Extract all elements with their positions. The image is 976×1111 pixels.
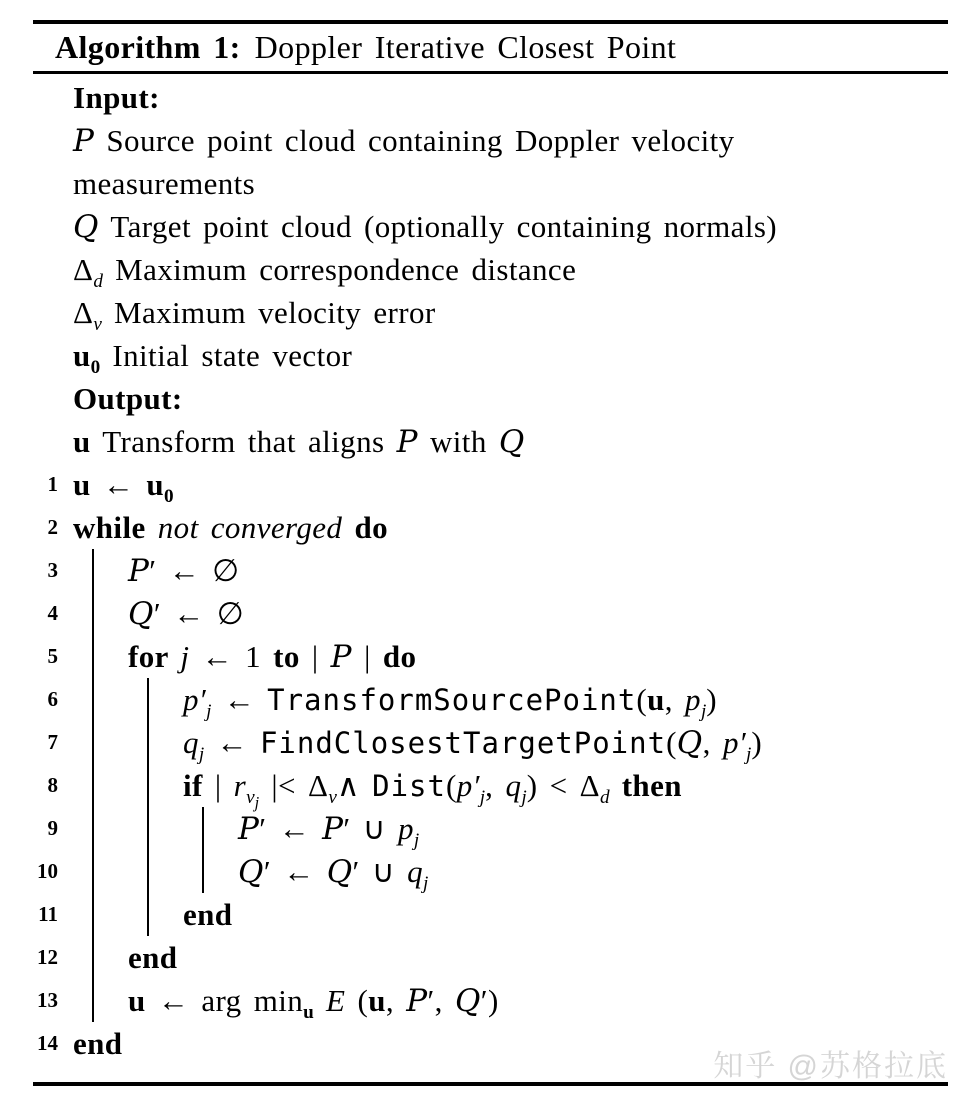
algo-line-3 [47, 549, 976, 592]
math-segment: $q_j$ [505, 768, 527, 809]
math-segment: $p'_j$ [722, 725, 752, 766]
math-segment: $p_j$ [398, 811, 420, 852]
math-segment: ) [751, 725, 763, 760]
math-segment: for [128, 639, 181, 674]
line-number: 12 [37, 945, 58, 969]
math-segment: $\Delta_v$ [308, 768, 337, 809]
math-segment: $p'_j$ [183, 682, 212, 723]
subscript: j [746, 744, 752, 766]
algo-declaration-line [73, 205, 976, 248]
math-segment: ) [706, 682, 718, 717]
algorithm-block [37, 549, 976, 1024]
math-segment: Initial state vector [100, 338, 353, 373]
algorithm-body [0, 74, 976, 1065]
math-segment: , [485, 768, 506, 803]
algorithm-header [0, 24, 976, 71]
math-segment: P [396, 424, 418, 460]
math-segment: E [326, 983, 358, 1018]
math-segment: ) < [526, 768, 580, 803]
math-segment: Q [73, 209, 99, 245]
math-segment: ( [357, 983, 369, 1018]
math-segment: Maximum correspondence distance [102, 252, 577, 287]
subscript: j [521, 787, 527, 809]
math-segment: P [330, 639, 352, 675]
math-segment: do [354, 510, 388, 545]
algo-line-9 [47, 807, 976, 852]
subscript: j [700, 701, 707, 723]
math-segment: $\Delta_v$ [73, 295, 102, 336]
math-segment: u [128, 983, 146, 1018]
line-number: 11 [38, 902, 58, 926]
line-number: 14 [37, 1031, 58, 1055]
math-segment: Target point cloud (optionally containing normals) [98, 209, 778, 244]
math-segment: u [368, 983, 386, 1018]
math-segment: end [128, 940, 178, 975]
algo-declaration-line [73, 119, 976, 162]
math-segment: P [406, 983, 428, 1019]
algo-line-13 [37, 979, 976, 1024]
math-segment: $u_0$ [146, 467, 174, 508]
algo-line-6 [47, 678, 976, 723]
math-segment: Source point cloud containing Doppler velocity [94, 123, 735, 158]
subscript: 0 [90, 357, 101, 379]
math-segment: FindClosestTargetPoint [259, 726, 667, 760]
line-number: 2 [47, 515, 58, 539]
math-segment: $q_j$ [407, 854, 429, 895]
math-segment: Q [238, 854, 264, 890]
math-segment: end [73, 1026, 123, 1061]
math-segment: | [299, 639, 331, 674]
math-segment: P [73, 123, 95, 159]
math-segment: then [609, 768, 682, 803]
math-segment: Q [498, 424, 525, 460]
math-segment: TransformSourcePoint [267, 683, 637, 717]
subscript: j [413, 830, 420, 852]
math-segment: do [382, 639, 417, 674]
math-segment: Q [128, 596, 154, 632]
math-segment: ′ ← ∅ [153, 596, 245, 631]
subscript: d [599, 787, 610, 809]
math-segment: ′ ← [259, 811, 323, 846]
subscript: v [93, 314, 102, 336]
subscript: v [328, 787, 337, 809]
math-segment: with [417, 424, 499, 459]
algo-declaration-line [73, 377, 976, 420]
math-segment: to [273, 639, 300, 674]
math-segment: ( [636, 682, 648, 717]
algo-line-8 [47, 764, 976, 813]
math-segment: $\Delta_d$ [579, 768, 610, 809]
line-number: 1 [47, 472, 58, 496]
algo-line-7 [47, 721, 976, 766]
math-segment: not converged [157, 510, 355, 545]
subscript: j [254, 793, 260, 813]
math-segment: Q [326, 854, 353, 890]
math-segment: Q [454, 983, 481, 1019]
math-segment: ← [90, 467, 147, 502]
math-segment: ← arg $\min_u$ [145, 983, 314, 1024]
subscript: u [303, 1002, 314, 1024]
math-segment: ′ ← ∅ [149, 553, 240, 588]
subscript: vj [246, 787, 260, 813]
line-number: 13 [37, 988, 58, 1012]
subscript: j [479, 787, 486, 809]
math-segment: , [385, 983, 407, 1018]
math-segment: ( [445, 768, 457, 803]
math-segment: $\Delta_d$ [73, 252, 103, 293]
subscript: j [423, 873, 429, 895]
math-segment: Input: [73, 80, 160, 115]
algo-line-11 [38, 893, 976, 936]
line-number: 4 [47, 601, 58, 625]
math-segment: $u_0$ [73, 338, 101, 379]
math-segment: ← [211, 682, 268, 717]
subscript: 0 [164, 486, 174, 508]
math-segment: |< [259, 768, 308, 803]
math-segment: $q_j$ [183, 725, 205, 766]
math-segment: ← [204, 725, 260, 760]
line-number: 8 [47, 773, 58, 797]
math-segment: | [214, 768, 234, 803]
algo-line-5 [47, 635, 976, 678]
algo-declaration-line [73, 162, 976, 205]
algo-declaration-line [73, 334, 976, 377]
algo-line-4 [47, 592, 976, 635]
line-number: 9 [47, 816, 58, 840]
algorithm-number-label: Algorithm 1: [55, 29, 241, 65]
line-number: 3 [47, 558, 58, 582]
math-segment: , [664, 682, 686, 717]
math-segment: Maximum velocity error [101, 295, 436, 330]
math-segment: P [128, 553, 150, 589]
algo-line-10 [37, 850, 976, 895]
math-segment [314, 983, 326, 1018]
algorithm-block [37, 807, 976, 895]
math-segment: end [183, 897, 233, 932]
math-segment: ′ ∪ [352, 854, 408, 889]
algo-line-12 [37, 936, 976, 979]
math-segment: Output: [73, 381, 183, 416]
algorithm-block [37, 678, 976, 936]
algo-declaration-line [73, 291, 976, 334]
math-segment: ′, [427, 983, 455, 1018]
algo-declaration-line [73, 420, 976, 463]
line-number: 7 [47, 730, 58, 754]
math-segment: $p_j$ [685, 682, 707, 723]
math-segment: ′ ∪ [343, 811, 398, 846]
math-segment: u [73, 424, 91, 459]
math-segment: P [322, 811, 344, 847]
algo-line-2 [47, 506, 976, 549]
math-segment: if [183, 768, 215, 803]
algo-declaration-line [73, 76, 976, 119]
math-segment: ′ ← [263, 854, 327, 889]
math-segment: u [647, 682, 665, 717]
math-segment: u [73, 467, 91, 502]
watermark: 知乎 @苏格拉底 [713, 1050, 948, 1083]
algorithm-title: Doppler Iterative Closest Point [254, 29, 677, 65]
math-segment: ′) [480, 983, 499, 1018]
algo-line-1 [47, 463, 976, 508]
math-segment: $r_{v_j}$ [233, 768, 260, 813]
math-segment: Dist [372, 769, 446, 803]
line-number: 5 [47, 644, 58, 668]
math-segment: Transform that aligns [90, 424, 397, 459]
math-segment: | [351, 639, 383, 674]
math-segment: while [73, 510, 158, 545]
math-segment: ← 1 [189, 639, 274, 674]
algo-declaration-line [73, 248, 976, 291]
math-segment: P [238, 811, 260, 847]
math-segment: , [702, 725, 723, 760]
math-segment: $p'_j$ [456, 768, 486, 809]
line-number: 6 [47, 687, 58, 711]
math-segment: ∧ [336, 768, 373, 803]
math-segment: ( [666, 725, 677, 760]
math-segment: measurements [73, 166, 256, 201]
subscript: d [93, 271, 103, 293]
line-number: 10 [37, 859, 58, 883]
math-segment: j [180, 639, 190, 674]
math-segment: Q [676, 725, 703, 761]
subscript: j [198, 744, 205, 766]
subscript: j [206, 701, 212, 723]
